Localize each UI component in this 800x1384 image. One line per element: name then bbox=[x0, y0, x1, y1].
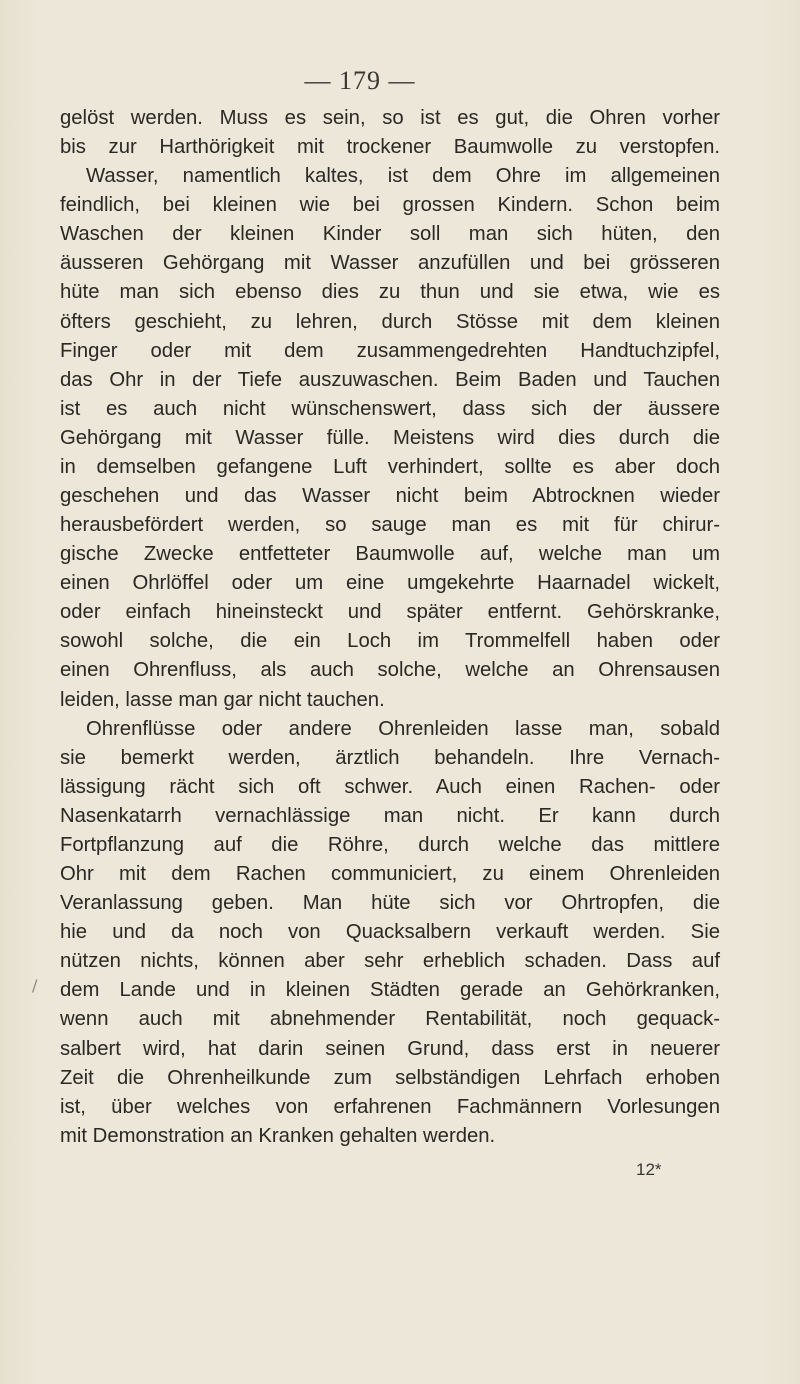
text-line: dem Lande und in kleinen Städten gerade an Gehörkranken, bbox=[60, 979, 720, 1002]
text-line: Zeit die Ohrenheilkunde zum selbständigen Lehrfach erhoben bbox=[60, 1066, 720, 1089]
text-line: das Ohr in der Tiefe auszuwaschen. Beim Baden und Tauchen bbox=[60, 368, 720, 391]
text-line: öfters geschieht, zu lehren, durch Stösse mit dem kleinen bbox=[60, 310, 720, 333]
text-line: feindlich, bei kleinen wie bei grossen Kindern. Schon beim bbox=[60, 194, 720, 217]
text-line: hüte man sich ebenso dies zu thun und sie etwa, wie es bbox=[60, 281, 720, 304]
text-line: Fortpflanzung auf die Röhre, durch welche das mittlere bbox=[60, 833, 720, 856]
text-line: mit Demonstration an Kranken gehalten werden. bbox=[60, 1124, 496, 1147]
text-line: geschehen und das Wasser nicht beim Abtrocknen wieder bbox=[60, 485, 720, 508]
text-line: bis zur Harthörigkeit mit trockener Baumwolle zu verstopfen. bbox=[60, 136, 720, 159]
text-line: herausbefördert werden, so sauge man es mit für chirur- bbox=[60, 514, 720, 537]
text-line: nützen nichts, können aber sehr erheblich schaden. Dass auf bbox=[60, 950, 720, 973]
text-line: ist, über welches von erfahrenen Fachmännern Vorlesungen bbox=[60, 1095, 720, 1118]
text-line: oder einfach hineinsteckt und später entfernt. Gehörskranke, bbox=[60, 601, 720, 624]
text-line: gelöst werden. Muss es sein, so ist es gut, die Ohren vorher bbox=[60, 107, 720, 129]
text-line: in demselben gefangene Luft verhindert, sollte es aber doch bbox=[60, 455, 720, 478]
text-line: Veranlassung geben. Man hüte sich vor Ohrtropfen, die bbox=[60, 892, 720, 915]
text-line: wenn auch mit abnehmender Rentabilität, noch gequack- bbox=[60, 1008, 720, 1031]
text-line: einen Ohrenfluss, als auch solche, welche an Ohrensausen bbox=[60, 659, 720, 682]
text-line: äusseren Gehörgang mit Wasser anzufüllen und bei grösseren bbox=[60, 252, 720, 275]
body-text bbox=[60, 104, 720, 1151]
text-line: Finger oder mit dem zusammengedrehten Handtuchzipfel, bbox=[60, 339, 720, 362]
text-line: Waschen der kleinen Kinder soll man sich hüten, den bbox=[60, 223, 720, 246]
text-line: salbert wird, hat darin seinen Grund, dass erst in neuerer bbox=[60, 1037, 720, 1060]
margin-mark: / bbox=[32, 976, 38, 995]
text-line: lässigung rächt sich oft schwer. Auch einen Rachen- oder bbox=[60, 775, 720, 798]
text-line: Ohr mit dem Rachen communiciert, zu einem Ohrenleiden bbox=[60, 863, 720, 886]
text-line: ist es auch nicht wünschenswert, dass sich der äussere bbox=[60, 397, 720, 420]
page-number-header: — 179 — bbox=[304, 66, 416, 95]
text-line: Ohrenflüsse oder andere Ohrenleiden lasse man, sobald bbox=[86, 717, 720, 740]
text-line: einen Ohrlöffel oder um eine umgekehrte Haarnadel wickelt, bbox=[60, 572, 720, 595]
text-line: Wasser, namentlich kaltes, ist dem Ohre im allgemeinen bbox=[86, 165, 720, 188]
text-line: gische Zwecke entfetteter Baumwolle auf, welche man um bbox=[60, 543, 720, 566]
text-line: sie bemerkt werden, ärztlich behandeln. Ihre Vernach- bbox=[60, 746, 720, 769]
text-line: sowohl solche, die ein Loch im Trommelfell haben oder bbox=[60, 630, 720, 653]
text-line: hie und da noch von Quacksalbern verkauft werden. Sie bbox=[60, 921, 720, 944]
text-line: Gehörgang mit Wasser fülle. Meistens wird dies durch die bbox=[60, 426, 720, 449]
text-line: Nasenkatarrh vernachlässige man nicht. Er kann durch bbox=[60, 804, 720, 827]
signature-mark: 12* bbox=[636, 1160, 662, 1179]
text-line: leiden, lasse man gar nicht tauchen. bbox=[60, 688, 385, 711]
